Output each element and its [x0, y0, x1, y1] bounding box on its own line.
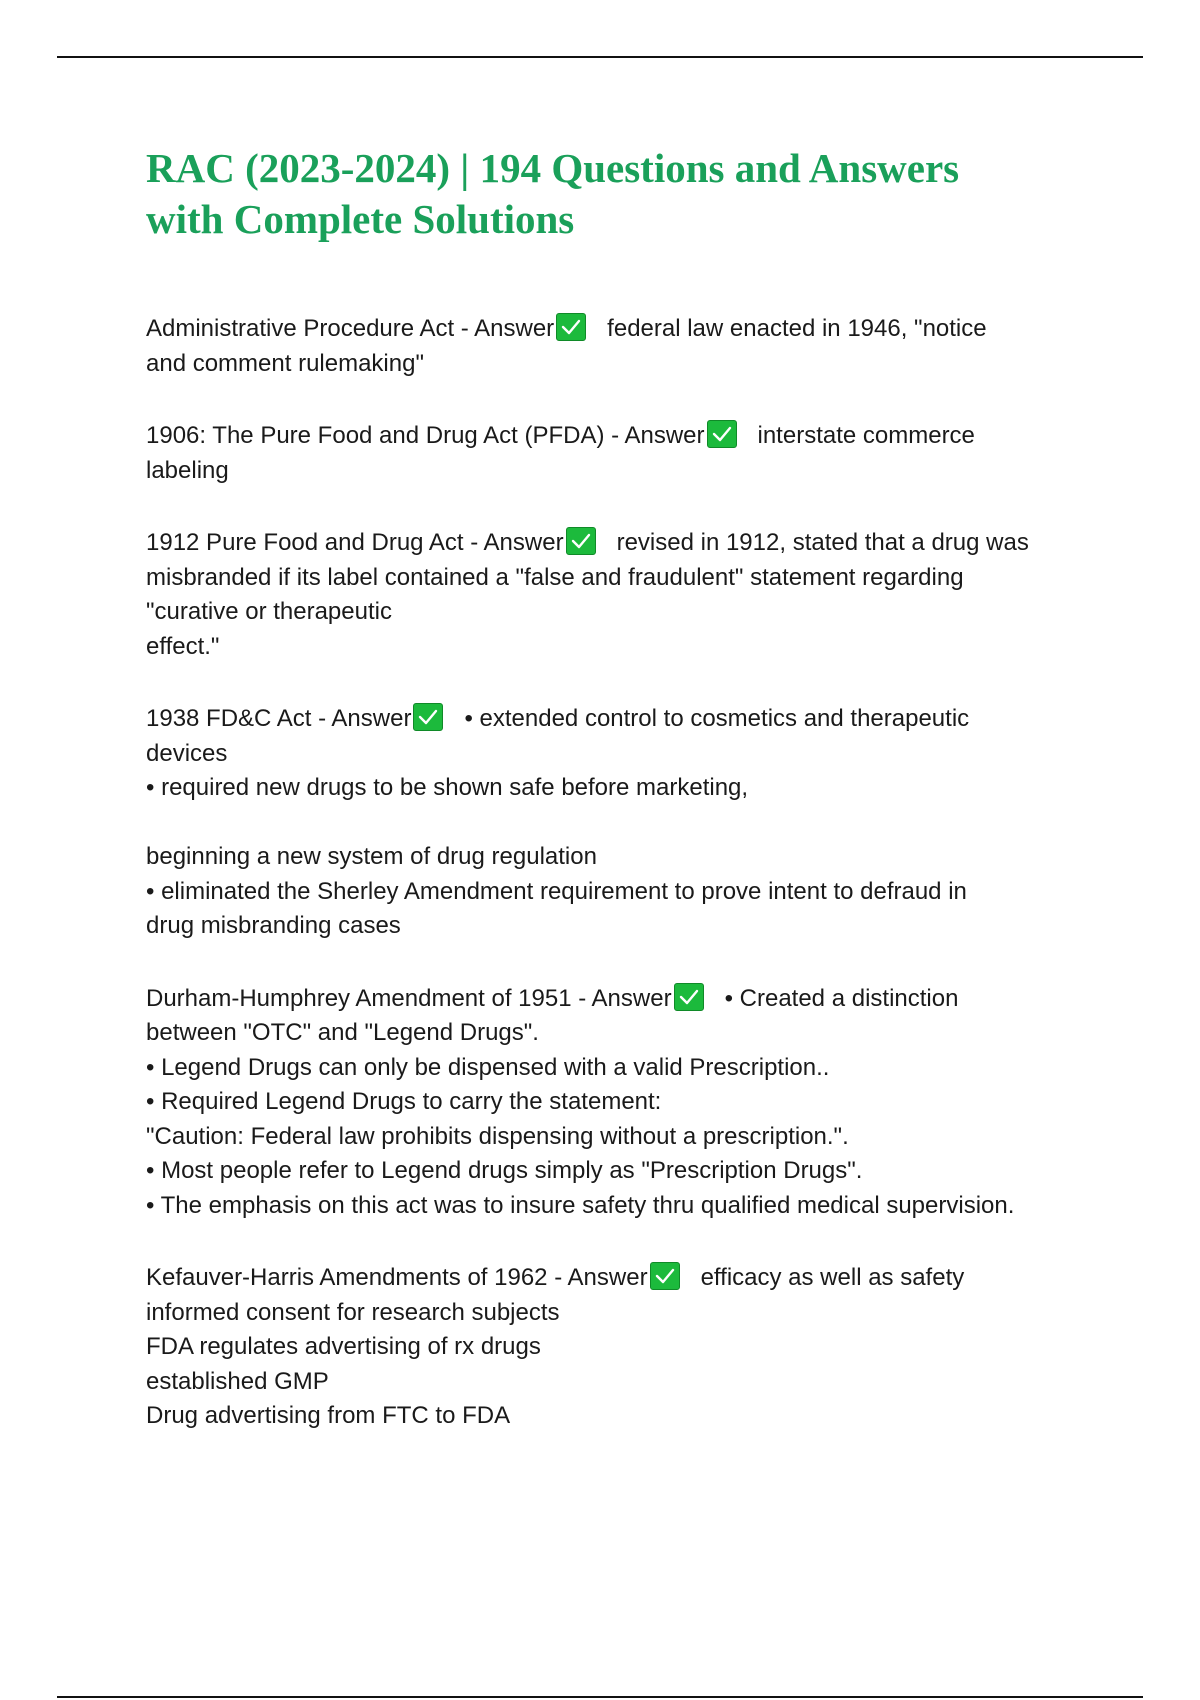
qa-first-line: [146, 982, 1106, 1017]
answer-text: • Created a distinction: [724, 984, 959, 1012]
answer-line: Drug advertising from FTC to FDA: [146, 1402, 511, 1429]
bottom-rule: [57, 1696, 1143, 1698]
document-title: [146, 143, 1106, 245]
qa-item: [146, 1261, 1106, 1434]
qa-first-line: [146, 526, 1106, 561]
question-term: Durham-Humphrey Amendment of 1951 - Answer: [146, 984, 672, 1012]
question-term: 1938 FD&C Act - Answer: [146, 705, 412, 732]
qa-item: [146, 419, 1106, 488]
answer-line: • The emphasis on this act was to insure safety thru qualified medical supervision.: [146, 1191, 1015, 1219]
answer-line: "Caution: Federal law prohibits dispensing without a prescription.".: [146, 1122, 849, 1150]
check-mark-icon: [556, 313, 586, 341]
question-term: 1912 Pure Food and Drug Act - Answer: [146, 529, 564, 556]
qa-item: [146, 526, 1106, 664]
question-term: 1906: The Pure Food and Drug Act (PFDA) - Answer: [146, 422, 705, 449]
answer-line: • required new drugs to be shown safe before marketing,: [146, 774, 749, 801]
check-mark-icon: [674, 983, 704, 1011]
answer-line: "curative or therapeutic: [146, 598, 392, 625]
top-rule: [57, 56, 1143, 58]
title-line-2: with Complete Solutions: [146, 196, 575, 242]
answer-line: established GMP: [146, 1367, 329, 1395]
answer-text: revised in 1912, stated that a drug was: [616, 529, 1029, 556]
check-mark-icon: [413, 703, 443, 731]
answer-line: between "OTC" and "Legend Drugs".: [146, 1019, 539, 1046]
answer-line: devices: [146, 739, 228, 767]
question-term: Administrative Procedure Act - Answer: [146, 315, 555, 342]
answer-text: federal law enacted in 1946, "notice: [607, 315, 987, 342]
qa-first-line: [146, 312, 1106, 347]
answer-line: drug misbranding cases: [146, 912, 401, 939]
qa-first-line: [146, 1261, 1106, 1296]
title-line-1: RAC (2023-2024) | 194 Questions and Answers: [146, 145, 960, 191]
check-mark-icon: [650, 1262, 680, 1290]
qa-item: [146, 312, 1106, 381]
check-mark-icon: [566, 527, 596, 555]
answer-line: misbranded if its label contained a "false and fraudulent" statement regarding: [146, 563, 964, 591]
answer-text: • extended control to cosmetics and therapeutic: [464, 705, 970, 732]
question-term: Kefauver-Harris Amendments of 1962 - Answer: [146, 1264, 648, 1291]
qa-item: [146, 982, 1106, 1224]
blank-line: [146, 806, 1106, 841]
answer-line: beginning a new system of drug regulation: [146, 843, 597, 870]
qa-item: [146, 702, 1106, 944]
answer-line: FDA regulates advertising of rx drugs: [146, 1333, 541, 1360]
answer-line: • Most people refer to Legend drugs simply as "Prescription Drugs".: [146, 1157, 863, 1184]
qa-list: [146, 312, 1106, 1472]
answer-line: and comment rulemaking": [146, 349, 424, 377]
answer-line: • eliminated the Sherley Amendment requirement to prove intent to defraud in: [146, 877, 967, 905]
check-mark-icon: [707, 420, 737, 448]
answer-text: efficacy as well as safety: [700, 1264, 965, 1291]
answer-line: • Legend Drugs can only be dispensed with a valid Prescription..: [146, 1053, 830, 1081]
qa-first-line: [146, 419, 1106, 454]
qa-first-line: [146, 702, 1106, 737]
answer-line: • Required Legend Drugs to carry the statement:: [146, 1088, 662, 1115]
answer-line: labeling: [146, 456, 229, 484]
answer-text: interstate commerce: [757, 422, 975, 449]
answer-line: informed consent for research subjects: [146, 1298, 560, 1326]
answer-line: effect.": [146, 632, 220, 660]
